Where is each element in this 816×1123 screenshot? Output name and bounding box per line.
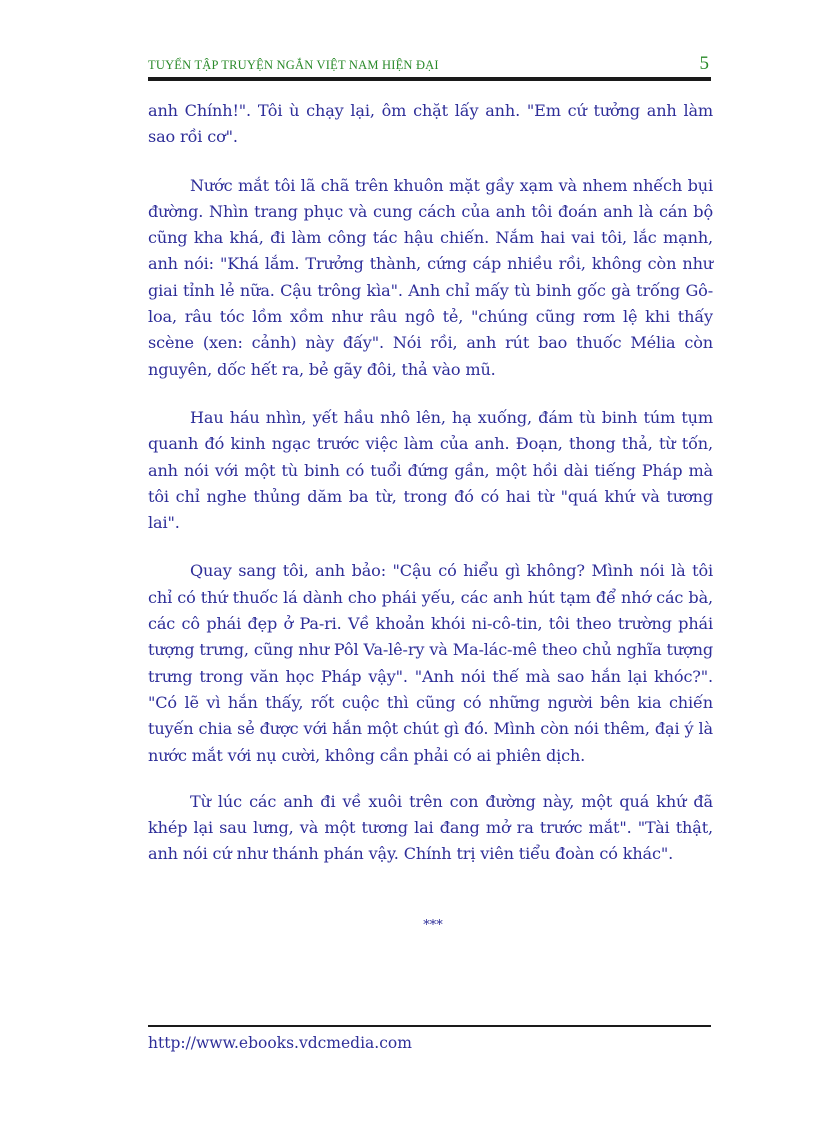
paragraph: Từ lúc các anh đi về xuôi trên con đường này, một quá khứ đã khép lại sau lưng, và một tương lai đang mở ra trước mắt". "Tài thật, anh nói cứ như thánh phán vậy. Chính trị viên tiểu đoàn có khác". <box>148 791 713 864</box>
book-title: TUYỂN TẬP TRUYỆN NGẮN VIỆT NAM HIỆN ĐẠI <box>148 58 439 72</box>
footer-divider <box>148 1025 711 1027</box>
paragraph: Nước mắt tôi lã chã trên khuôn mặt gầy xạm và nhem nhếch bụi đường. Nhìn trang phục và cung cách của anh tôi đoán anh là cán bộ cũng kha khá, đi làm công tác hậu chiến. Nắm hai vai tôi, lắc mạnh, anh nói: "Khá lắm. Trưởng thành, cứng cáp nhiều rồi, không còn như giai tỉnh lẻ nữa. Cậu trông kìa". Anh chỉ mấy tù binh gốc gà trống Gô-loa, râu tóc lồm xồm như râu ngô tẻ, "chúng cũng rơm lệ khi thấy scène (xen: cảnh) này đấy". Nói rồi, anh rút bao thuốc Mélia còn nguyên, dốc hết ra, bẻ gãy đôi, thả vào mũ. <box>148 175 713 379</box>
paragraph: Hau háu nhìn, yết hầu nhô lên, hạ xuống, đám tù binh túm tụm quanh đó kinh ngạc trước việc làm của anh. Đoạn, thong thả, từ tốn, anh nói với một tù binh có tuổi đứng gần, một hồi dài tiếng Pháp mà tôi chỉ nghe thủng dăm ba từ, trong đó có hai từ "quá khứ và tương lai". <box>148 407 713 533</box>
footer-url-link[interactable]: http://www.ebooks.vdcmedia.com <box>148 1034 412 1052</box>
running-header <box>148 52 711 76</box>
story-text <box>148 98 713 868</box>
paragraph: anh Chính!". Tôi ù chạy lại, ôm chặt lấy anh. "Em cứ tưởng anh làm sao rồi cơ". <box>148 101 713 147</box>
section-separator: *** <box>423 918 443 933</box>
header-divider <box>148 77 711 81</box>
paragraph: Quay sang tôi, anh bảo: "Cậu có hiểu gì không? Mình nói là tôi chỉ có thứ thuốc lá dành cho phái yếu, các anh hút tạm để nhớ các bà, các cô phái đẹp ở Pa-ri. Về khoản khói ni-cô-tin, tôi theo trường phái tượng trưng, cũng như Pôl Va-lê-ry và Ma-lác-mê theo chủ nghĩa tượng trưng trong văn học Pháp vậy". "Anh nói thế mà sao hắn lại khóc?". "Có lẽ vì hắn thấy, rốt cuộc thì cũng có những người bên kia chiến tuyến chia sẻ được với hắn một chút gì đó. Mình còn nói thêm, đại ý là nước mắt với nụ cười, không cần phải có ai phiên dịch. <box>148 561 713 765</box>
page-number: 5 <box>699 53 709 74</box>
